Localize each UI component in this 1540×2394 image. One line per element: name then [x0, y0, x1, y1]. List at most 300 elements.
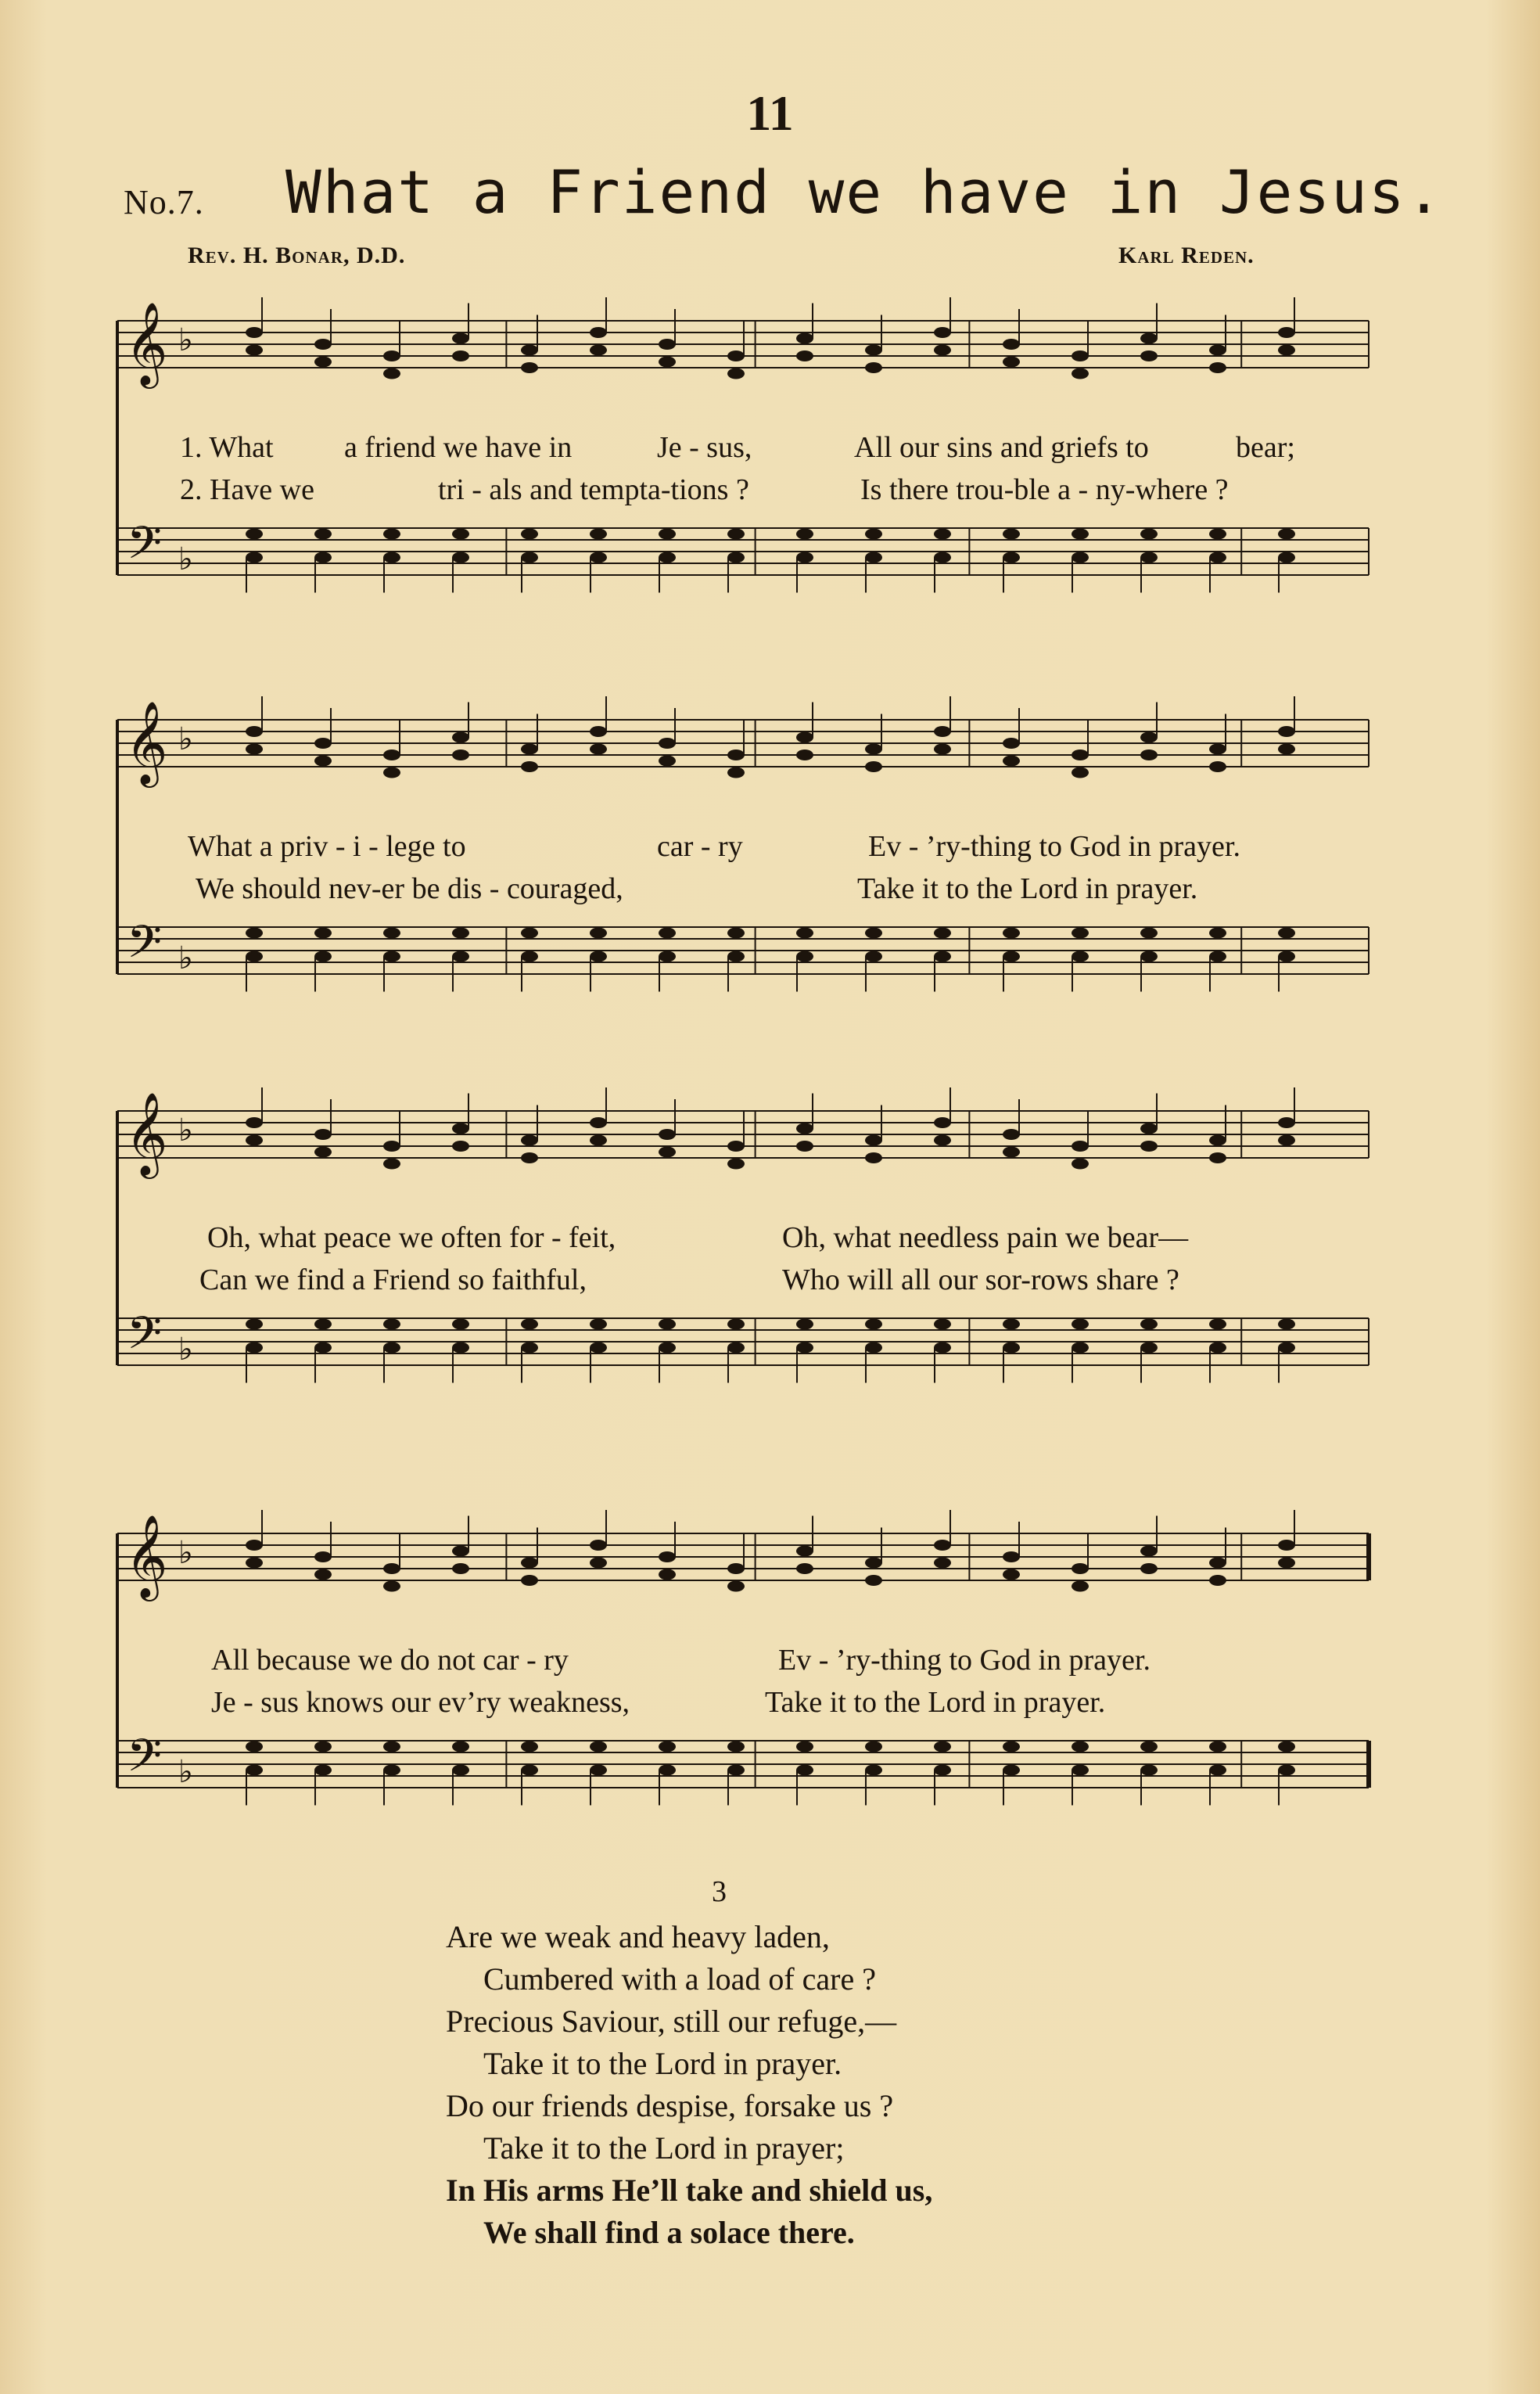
treble-note-head [314, 1551, 332, 1562]
bass-note-head [314, 529, 332, 540]
treble-note-head [246, 327, 263, 338]
treble-note-head [1278, 1135, 1295, 1146]
bass-note-head [246, 1742, 263, 1752]
treble-clef-icon: 𝄞 [125, 700, 168, 784]
bass-note-head [314, 552, 332, 563]
bass-note-head [934, 1319, 951, 1330]
bass-note-head [1003, 552, 1020, 563]
bass-note-head [1209, 1319, 1226, 1330]
bass-note-head [383, 951, 400, 962]
lyric-line-verse-2 [109, 473, 1377, 510]
treble-note-head [383, 767, 400, 778]
bass-note-head [727, 552, 745, 563]
treble-note-head [1003, 339, 1020, 350]
music-system-3 [109, 1080, 1377, 1424]
bass-note-head [590, 1319, 607, 1330]
treble-note-head [383, 749, 400, 760]
bass-note-head [452, 529, 469, 540]
bass-note-head [659, 1742, 676, 1752]
bass-note-head [865, 1742, 882, 1752]
bass-note-head [590, 1765, 607, 1776]
music-system-4 [109, 1502, 1377, 1846]
bass-note-head [1209, 1742, 1226, 1752]
hymn-header [117, 157, 1447, 227]
treble-note-head [659, 357, 676, 368]
treble-note-head [590, 1135, 607, 1146]
treble-note-head [246, 1540, 263, 1551]
treble-note-head [934, 744, 951, 755]
bass-note-head [1209, 1765, 1226, 1776]
bass-note-head [934, 1343, 951, 1353]
treble-note-head [659, 1569, 676, 1580]
bass-note-head [1278, 1343, 1295, 1353]
treble-note-head [452, 732, 469, 743]
treble-note-head [314, 1129, 332, 1140]
bass-note-head [521, 1319, 538, 1330]
bass-note-head [590, 951, 607, 962]
treble-note-head [521, 761, 538, 772]
treble-note-head [1072, 350, 1089, 361]
flat-icon: ♭ [178, 721, 193, 757]
bass-note-head [521, 529, 538, 540]
bass-note-head [1209, 1343, 1226, 1353]
treble-note-head [1140, 1123, 1158, 1134]
lyric-syllable: 2. Have we [180, 473, 314, 506]
bass-note-head [1003, 1765, 1020, 1776]
bass-note-head [1003, 1319, 1020, 1330]
lyric-syllable: Je - sus knows our ev’ry weakness, [211, 1686, 630, 1719]
hymn-number: No.7. [124, 183, 204, 221]
treble-note-head [521, 345, 538, 356]
bass-note-head [1278, 1742, 1295, 1752]
treble-note-head [727, 767, 745, 778]
treble-note-head [1140, 1563, 1158, 1574]
treble-note-head [590, 1558, 607, 1569]
treble-note-head [796, 732, 813, 743]
bass-note-head [452, 951, 469, 962]
bass-note-head [383, 1742, 400, 1752]
bass-note-head [314, 951, 332, 962]
treble-clef-icon: 𝄞 [125, 1514, 168, 1598]
treble-note-head [452, 333, 469, 344]
treble-note-head [383, 1581, 400, 1592]
flat-icon: ♭ [178, 1332, 193, 1368]
bass-note-head [521, 552, 538, 563]
treble-note-head [1003, 357, 1020, 368]
treble-note-head [1072, 1159, 1089, 1170]
treble-clef-icon: 𝄞 [125, 1091, 168, 1175]
treble-note-head [1003, 738, 1020, 749]
treble-note-head [1278, 1117, 1295, 1128]
bass-note-head [1278, 951, 1295, 962]
flat-icon: ♭ [178, 1535, 193, 1571]
bass-note-head [727, 1742, 745, 1752]
treble-note-head [1278, 327, 1295, 338]
treble-note-head [796, 1546, 813, 1557]
verse-line: We shall find a solace there. [483, 2215, 855, 2250]
treble-note-head [1140, 350, 1158, 361]
treble-note-head [796, 1123, 813, 1134]
lyric-syllable: We should nev-er be dis - couraged, [196, 872, 623, 905]
treble-note-head [246, 744, 263, 755]
treble-note-head [452, 350, 469, 361]
bass-note-head [452, 1765, 469, 1776]
treble-note-head [246, 1117, 263, 1128]
bass-note-head [590, 1742, 607, 1752]
bass-note-head [934, 1742, 951, 1752]
lyric-syllable: bear; [1236, 431, 1295, 464]
lyric-syllable: Can we find a Friend so faithful, [199, 1264, 587, 1296]
treble-note-head [934, 1558, 951, 1569]
treble-note-head [659, 339, 676, 350]
composer-credit: Karl Reden. [1118, 243, 1255, 268]
bass-note-head [452, 552, 469, 563]
verse-line: Do our friends despise, forsake us ? [446, 2088, 894, 2123]
treble-note-head [1072, 1581, 1089, 1592]
bass-note-head [590, 529, 607, 540]
bass-clef-icon: 𝄢 [127, 1729, 163, 1793]
treble-note-head [590, 1540, 607, 1551]
treble-note-head [865, 744, 882, 755]
verse-line: Take it to the Lord in prayer; [483, 2130, 845, 2166]
lyric-syllable: What a priv - i - lege to [188, 830, 466, 863]
bass-note-head [314, 1343, 332, 1353]
treble-note-head [796, 749, 813, 760]
treble-note-head [659, 1147, 676, 1158]
treble-note-head [1003, 1569, 1020, 1580]
bass-note-head [934, 529, 951, 540]
treble-note-head [1003, 756, 1020, 767]
bass-note-head [796, 1319, 813, 1330]
treble-note-head [934, 1540, 951, 1551]
treble-note-head [865, 1558, 882, 1569]
treble-note-head [314, 738, 332, 749]
author-credit: Rev. H. Bonar, D.D. [188, 243, 406, 268]
flat-icon: ♭ [178, 940, 193, 976]
treble-note-head [1209, 362, 1226, 373]
treble-note-head [452, 749, 469, 760]
treble-note-head [314, 1147, 332, 1158]
treble-note-head [1140, 333, 1158, 344]
treble-note-head [1140, 732, 1158, 743]
lyric-line-verse-1 [109, 430, 1377, 468]
bass-note-head [1003, 529, 1020, 540]
treble-note-head [727, 1141, 745, 1152]
lyric-line-verse-1 [109, 829, 1377, 867]
treble-note-head [1140, 1546, 1158, 1557]
lyric-syllable: All because we do not car - ry [211, 1644, 569, 1677]
treble-note-head [727, 1581, 745, 1592]
treble-note-head [934, 327, 951, 338]
treble-note-head [246, 345, 263, 356]
bass-note-head [1140, 928, 1158, 939]
bass-note-head [1072, 552, 1089, 563]
bass-note-head [383, 1765, 400, 1776]
treble-note-head [452, 1123, 469, 1134]
treble-note-head [383, 1159, 400, 1170]
treble-note-head [1140, 1141, 1158, 1152]
treble-note-head [727, 1159, 745, 1170]
bass-note-head [314, 1319, 332, 1330]
verse-line: Cumbered with a load of care ? [483, 1961, 877, 1997]
bass-note-head [865, 928, 882, 939]
treble-note-head [1278, 726, 1295, 737]
bass-note-head [1140, 1765, 1158, 1776]
lyric-syllable: Take it to the Lord in prayer. [765, 1686, 1106, 1719]
bass-note-head [659, 1343, 676, 1353]
bass-note-head [865, 951, 882, 962]
hymn-title: What a Friend we have in Jesus. [285, 157, 1444, 227]
lyric-syllable: Je - sus, [657, 431, 752, 464]
treble-note-head [659, 738, 676, 749]
treble-note-head [934, 1117, 951, 1128]
bass-note-head [521, 951, 538, 962]
treble-note-head [865, 761, 882, 772]
bass-note-head [1209, 552, 1226, 563]
bass-note-head [1140, 529, 1158, 540]
treble-note-head [452, 1546, 469, 1557]
bass-note-head [865, 529, 882, 540]
bass-note-head [246, 1319, 263, 1330]
bass-note-head [659, 951, 676, 962]
treble-note-head [865, 1152, 882, 1163]
lyric-syllable: Who will all our sor-rows share ? [782, 1264, 1179, 1296]
bass-note-head [727, 1319, 745, 1330]
bass-note-head [1072, 529, 1089, 540]
treble-note-head [659, 1129, 676, 1140]
bass-note-head [727, 1343, 745, 1353]
treble-note-head [383, 368, 400, 379]
treble-note-head [796, 333, 813, 344]
page-number: 11 [746, 85, 794, 141]
bass-note-head [934, 552, 951, 563]
treble-note-head [1003, 1147, 1020, 1158]
bass-note-head [659, 529, 676, 540]
bass-note-head [452, 1319, 469, 1330]
treble-note-head [727, 749, 745, 760]
bass-note-head [314, 928, 332, 939]
treble-note-head [727, 368, 745, 379]
bass-note-head [383, 1319, 400, 1330]
treble-note-head [1072, 368, 1089, 379]
bass-note-head [452, 928, 469, 939]
bass-note-head [727, 928, 745, 939]
treble-note-head [1278, 744, 1295, 755]
treble-note-head [934, 345, 951, 356]
lyric-syllable: car - ry [657, 830, 743, 863]
lyric-line-verse-1 [109, 1220, 1377, 1258]
treble-note-head [246, 726, 263, 737]
treble-note-head [865, 1575, 882, 1586]
flat-icon: ♭ [178, 322, 193, 358]
treble-note-head [1209, 1152, 1226, 1163]
bass-note-head [452, 1343, 469, 1353]
bass-note-head [659, 1319, 676, 1330]
bass-note-head [383, 928, 400, 939]
bass-note-head [246, 928, 263, 939]
treble-note-head [1209, 1575, 1226, 1586]
bass-note-head [590, 928, 607, 939]
treble-note-head [452, 1563, 469, 1574]
treble-note-head [590, 327, 607, 338]
treble-note-head [1278, 345, 1295, 356]
bass-note-head [934, 1765, 951, 1776]
bass-note-head [383, 529, 400, 540]
bass-note-head [1003, 1343, 1020, 1353]
bass-note-head [727, 951, 745, 962]
treble-note-head [314, 756, 332, 767]
lyric-syllable: Ev - ’ry-thing to God in prayer. [868, 830, 1240, 863]
treble-note-head [1140, 749, 1158, 760]
bass-note-head [796, 928, 813, 939]
lyric-syllable: Is there trou-ble a - ny-where ? [860, 473, 1229, 506]
treble-note-head [865, 345, 882, 356]
bass-note-head [1209, 928, 1226, 939]
treble-note-head [590, 345, 607, 356]
treble-note-head [934, 1135, 951, 1146]
treble-note-head [796, 1141, 813, 1152]
bass-note-head [1278, 1319, 1295, 1330]
bass-note-head [865, 1343, 882, 1353]
bass-note-head [1003, 951, 1020, 962]
treble-note-head [1209, 345, 1226, 356]
treble-note-head [590, 744, 607, 755]
treble-note-head [590, 726, 607, 737]
lyric-line-verse-1 [109, 1643, 1377, 1680]
bass-note-head [865, 1319, 882, 1330]
bass-note-head [1072, 928, 1089, 939]
bass-note-head [1278, 1765, 1295, 1776]
bass-note-head [1140, 552, 1158, 563]
treble-note-head [521, 362, 538, 373]
treble-note-head [521, 744, 538, 755]
bass-note-head [934, 951, 951, 962]
bass-note-head [1072, 1343, 1089, 1353]
bass-note-head [1278, 552, 1295, 563]
verse-line: Take it to the Lord in prayer. [483, 2046, 842, 2081]
lyric-syllable: All our sins and griefs to [854, 431, 1149, 464]
treble-note-head [246, 1135, 263, 1146]
bass-clef-icon: 𝄢 [127, 516, 163, 581]
bass-note-head [865, 1765, 882, 1776]
bass-note-head [1140, 951, 1158, 962]
bass-note-head [246, 1343, 263, 1353]
bass-note-head [1278, 529, 1295, 540]
treble-note-head [521, 1152, 538, 1163]
treble-note-head [521, 1135, 538, 1146]
treble-note-head [521, 1558, 538, 1569]
bass-note-head [1072, 1765, 1089, 1776]
lyric-syllable: 1. What [180, 431, 274, 464]
bass-note-head [1278, 928, 1295, 939]
bass-note-head [246, 1765, 263, 1776]
bass-note-head [521, 1343, 538, 1353]
verse-line: Precious Saviour, still our refuge,— [446, 2004, 897, 2039]
treble-note-head [934, 726, 951, 737]
bass-note-head [314, 1765, 332, 1776]
lyric-line-verse-2 [109, 1263, 1377, 1300]
lyric-syllable: Oh, what needless pain we bear— [782, 1221, 1189, 1254]
bass-note-head [796, 1343, 813, 1353]
treble-note-head [796, 1563, 813, 1574]
treble-note-head [314, 339, 332, 350]
bass-note-head [246, 552, 263, 563]
treble-note-head [1003, 1129, 1020, 1140]
bass-note-head [246, 951, 263, 962]
verse-line: Are we weak and heavy laden, [446, 1919, 830, 1954]
lyric-syllable: tri - als and tempta-tions ? [438, 473, 749, 506]
music-system-2 [109, 688, 1377, 1033]
flat-icon: ♭ [178, 1113, 193, 1148]
lyric-syllable: Take it to the Lord in prayer. [857, 872, 1198, 905]
bass-note-head [383, 552, 400, 563]
bass-clef-icon: 𝄢 [127, 915, 163, 980]
treble-note-head [1278, 1558, 1295, 1569]
bass-note-head [521, 928, 538, 939]
flat-icon: ♭ [178, 1754, 193, 1790]
lyric-syllable: a friend we have in [344, 431, 573, 464]
treble-note-head [246, 1558, 263, 1569]
bass-note-head [314, 1742, 332, 1752]
bass-note-head [796, 552, 813, 563]
treble-note-head [727, 350, 745, 361]
treble-note-head [865, 1135, 882, 1146]
treble-note-head [521, 1575, 538, 1586]
bass-note-head [452, 1742, 469, 1752]
treble-note-head [1209, 1135, 1226, 1146]
bass-note-head [246, 529, 263, 540]
treble-note-head [314, 357, 332, 368]
treble-note-head [590, 1117, 607, 1128]
bass-note-head [659, 552, 676, 563]
treble-note-head [727, 1563, 745, 1574]
treble-note-head [865, 362, 882, 373]
treble-clef-icon: 𝄞 [125, 301, 168, 385]
treble-note-head [1072, 749, 1089, 760]
bass-note-head [796, 529, 813, 540]
treble-note-head [659, 756, 676, 767]
bass-note-head [1140, 1742, 1158, 1752]
treble-note-head [1209, 761, 1226, 772]
treble-note-head [383, 1141, 400, 1152]
treble-note-head [1209, 744, 1226, 755]
verse-number: 3 [712, 1875, 727, 1908]
bass-note-head [1003, 928, 1020, 939]
bass-note-head [590, 552, 607, 563]
lyric-syllable: Oh, what peace we often for - feit, [207, 1221, 616, 1254]
treble-note-head [1072, 1563, 1089, 1574]
treble-note-head [796, 350, 813, 361]
lyric-line-verse-2 [109, 1685, 1377, 1723]
bass-note-head [521, 1742, 538, 1752]
bass-note-head [1140, 1343, 1158, 1353]
bass-note-head [1140, 1319, 1158, 1330]
bass-note-head [1003, 1742, 1020, 1752]
bass-note-head [796, 1765, 813, 1776]
treble-note-head [1278, 1540, 1295, 1551]
music-system-1 [109, 289, 1377, 634]
bass-note-head [1209, 951, 1226, 962]
treble-note-head [383, 1563, 400, 1574]
bass-note-head [1072, 1319, 1089, 1330]
treble-note-head [1003, 1551, 1020, 1562]
bass-note-head [1072, 1742, 1089, 1752]
bass-note-head [659, 1765, 676, 1776]
bass-note-head [590, 1343, 607, 1353]
treble-note-head [1209, 1558, 1226, 1569]
bass-note-head [521, 1765, 538, 1776]
bass-note-head [796, 1742, 813, 1752]
